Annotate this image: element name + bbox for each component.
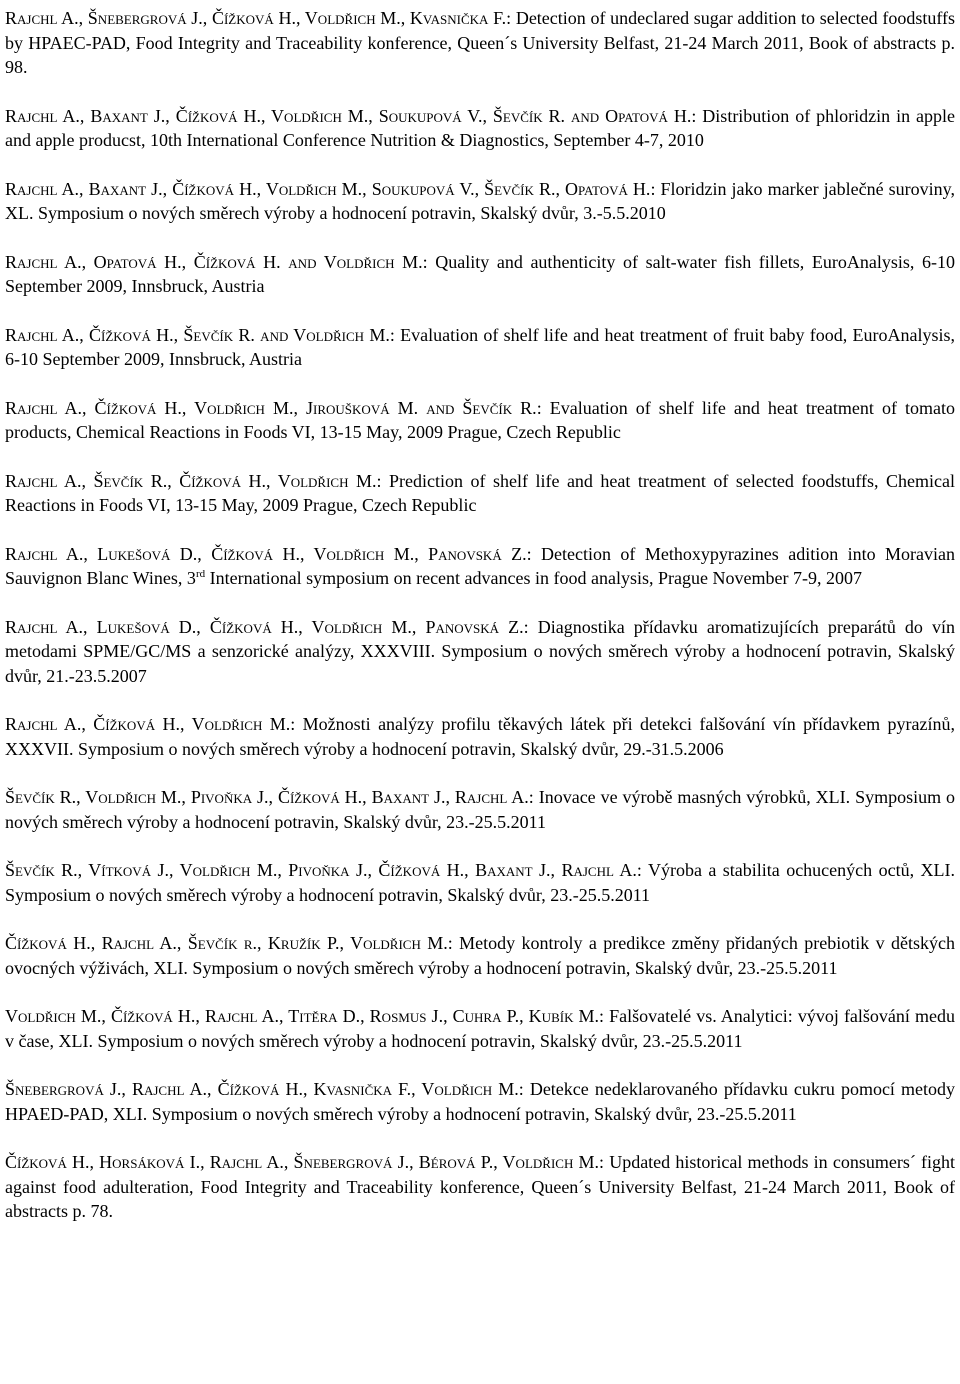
reference-authors: Rajchl A., Šnebergrová J., Čížková H., Voldřich M., Kvasnička F.	[5, 8, 507, 28]
reference-authors: Rajchl A., Čížková H., Voldřich M.	[5, 714, 291, 734]
reference-authors: Rajchl A., Lukešová D., Čížková H., Voldřich M., Panovská Z.	[5, 543, 527, 564]
reference-entry	[5, 931, 955, 980]
reference-entry	[5, 1004, 955, 1053]
reference-details: : Diagnostika přídavku aromatizujících preparátů do vín metodami SPME/GC/MS a senzorické analýzy, XXXVIII. Symposium o nových směrech výroby a hodnocení potravin, Skalský dvůr, 21.-23.5.2007	[5, 616, 955, 686]
reference-details: : Prediction of shelf life and heat treatment of selected foodstuffs, Chemical Reactions in Foods VI, 13-15 May, 2009 Prague, Czech Republic	[5, 470, 955, 515]
reference-details: : Updated historical methods in consumers´ fight against food adulteration, Food Integrity and Traceability konference, Queen´s University Belfast, 21-24 March 2011, Book of abstracts p. 78.	[5, 1152, 955, 1221]
reference-entry	[5, 469, 955, 518]
reference-details: : Quality and authenticity of salt-water fish fillets, EuroAnalysis, 6-10 September 2009, Innsbruck, Austria	[5, 251, 956, 296]
reference-entry	[5, 858, 955, 907]
reference-entry	[5, 104, 955, 153]
reference-authors: Rajchl A., Baxant J., Čížková H., Voldřich M., Soukupová V., Ševčík R. and Opatová H.	[5, 105, 692, 126]
reference-details: : Detekce nedeklarovaného přídavku cukru pomocí metody HPAED-PAD, XLI. Symposium o nových směrech výroby a hodnocení potravin, Skalský dvůr, 23.-25.5.2011	[5, 1079, 955, 1124]
reference-entry	[5, 396, 955, 445]
reference-authors: Ševčík R., Voldřich M., Pivoňka J., Čížková H., Baxant J., Rajchl A.	[5, 787, 529, 807]
reference-details: : Detection of undeclared sugar addition to selected foodstuffs by HPAEC-PAD, Food Integrity and Traceability konference, Queen´s University Belfast, 21-24 March 2011, Book of abstracts p. 98.	[5, 8, 956, 77]
reference-authors: Voldřich M., Čížková H., Rajchl A., Titěra D., Rosmus J., Cuhra P., Kubík M.	[5, 1006, 600, 1026]
reference-authors: Rajchl A., Lukešová D., Čížková H., Voldřich M., Panovská Z.	[5, 616, 524, 637]
reference-entry	[5, 1077, 955, 1126]
reference-entry	[5, 323, 955, 372]
reference-authors: Rajchl A., Čížková H., Voldřich M., Jiroušková M. and Ševčík R.	[5, 397, 537, 418]
reference-details: : Metody kontroly a predikce změny přidaných prebiotik v dětských ovocných výživách, XLI. Symposium o nových směrech výroby a hodnocení potravin, Skalský dvůr, 23.-25.5.2011	[5, 933, 955, 978]
reference-authors: Čížková H., Rajchl A., Ševčík r., Kružík P., Voldřich M.	[5, 933, 448, 953]
reference-details: : Výroba a stabilita ochucených octů, XLI. Symposium o nových směrech výroby a hodnocení potravin, Skalský dvůr, 23.-25.5.2011	[5, 860, 955, 905]
reference-entry	[5, 1150, 955, 1224]
reference-details: : Distribution of phloridzin in apple and apple producst, 10th International Conference Nutrition & Diagnostics, September 4-7, 2010	[5, 105, 956, 150]
reference-details: : Evaluation of shelf life and heat treatment of tomato products, Chemical Reactions in Foods VI, 13-15 May, 2009 Prague, Czech Republic	[5, 397, 955, 442]
reference-authors: Rajchl A., Čížková H., Ševčík R. and Voldřich M.	[5, 324, 390, 345]
reference-authors: Šnebergrová J., Rajchl A., Čížková H., Kvasnička F., Voldřich M.	[5, 1079, 519, 1099]
reference-authors: Čížková H., Horsáková I., Rajchl A., Šnebergrová J., Bérová P., Voldřich M.	[5, 1152, 600, 1172]
reference-details: : Detection of Methoxypyrazines adition into Moravian Sauvignon Blanc Wines, 3	[5, 543, 955, 588]
reference-entry	[5, 712, 955, 761]
reference-entry	[5, 250, 955, 299]
reference-entry	[5, 6, 955, 80]
reference-details: : Falšovatelé vs. Analytici: vývoj falšování medu v čase, XLI. Symposium o nových směrech výroby a hodnocení potravin, Skalský dvůr, 23.-25.5.2011	[5, 1006, 955, 1051]
reference-details: : Inovace ve výrobě masných výrobků, XLI. Symposium o nových směrech výroby a hodnocení potravin, Skalský dvůr, 23.-25.5.2011	[5, 787, 956, 832]
reference-details: : Možnosti analýzy profilu těkavých látek při detekci falšování vín přídavkem pyrazínů, XXXVII. Symposium o nových směrech výroby a hodnocení potravin, Skalský dvůr, 29.-31.5.2006	[5, 714, 955, 759]
reference-entry	[5, 785, 955, 834]
reference-details: : Evaluation of shelf life and heat treatment of fruit baby food, EuroAnalysis, 6-10 September 2009, Innsbruck, Austria	[5, 324, 956, 369]
reference-entry	[5, 542, 955, 591]
reference-authors: Rajchl A., Ševčík R., Čížková H., Voldřich M.	[5, 470, 377, 491]
reference-entry	[5, 615, 955, 689]
reference-authors: Rajchl A., Opatová H., Čížková H. and Voldřich M.	[5, 251, 423, 272]
reference-entry	[5, 177, 955, 226]
reference-authors: Ševčík R., Vítková J., Voldřich M., Pivoňka J., Čížková H., Baxant J., Rajchl A.	[5, 860, 637, 880]
reference-details-continued: International symposium on recent advances in food analysis, Prague November 7-9, 2007	[205, 568, 862, 588]
ordinal-superscript: rd	[195, 568, 206, 580]
reference-authors: Rajchl A., Baxant J., Čížková H., Voldřich M., Soukupová V., Ševčík R., Opatová H.	[5, 178, 651, 199]
reference-details: : Floridzin jako marker jablečné suroviny, XL. Symposium o nových směrech výroby a hodnocení potravin, Skalský dvůr, 3.-5.5.2010	[5, 178, 955, 223]
